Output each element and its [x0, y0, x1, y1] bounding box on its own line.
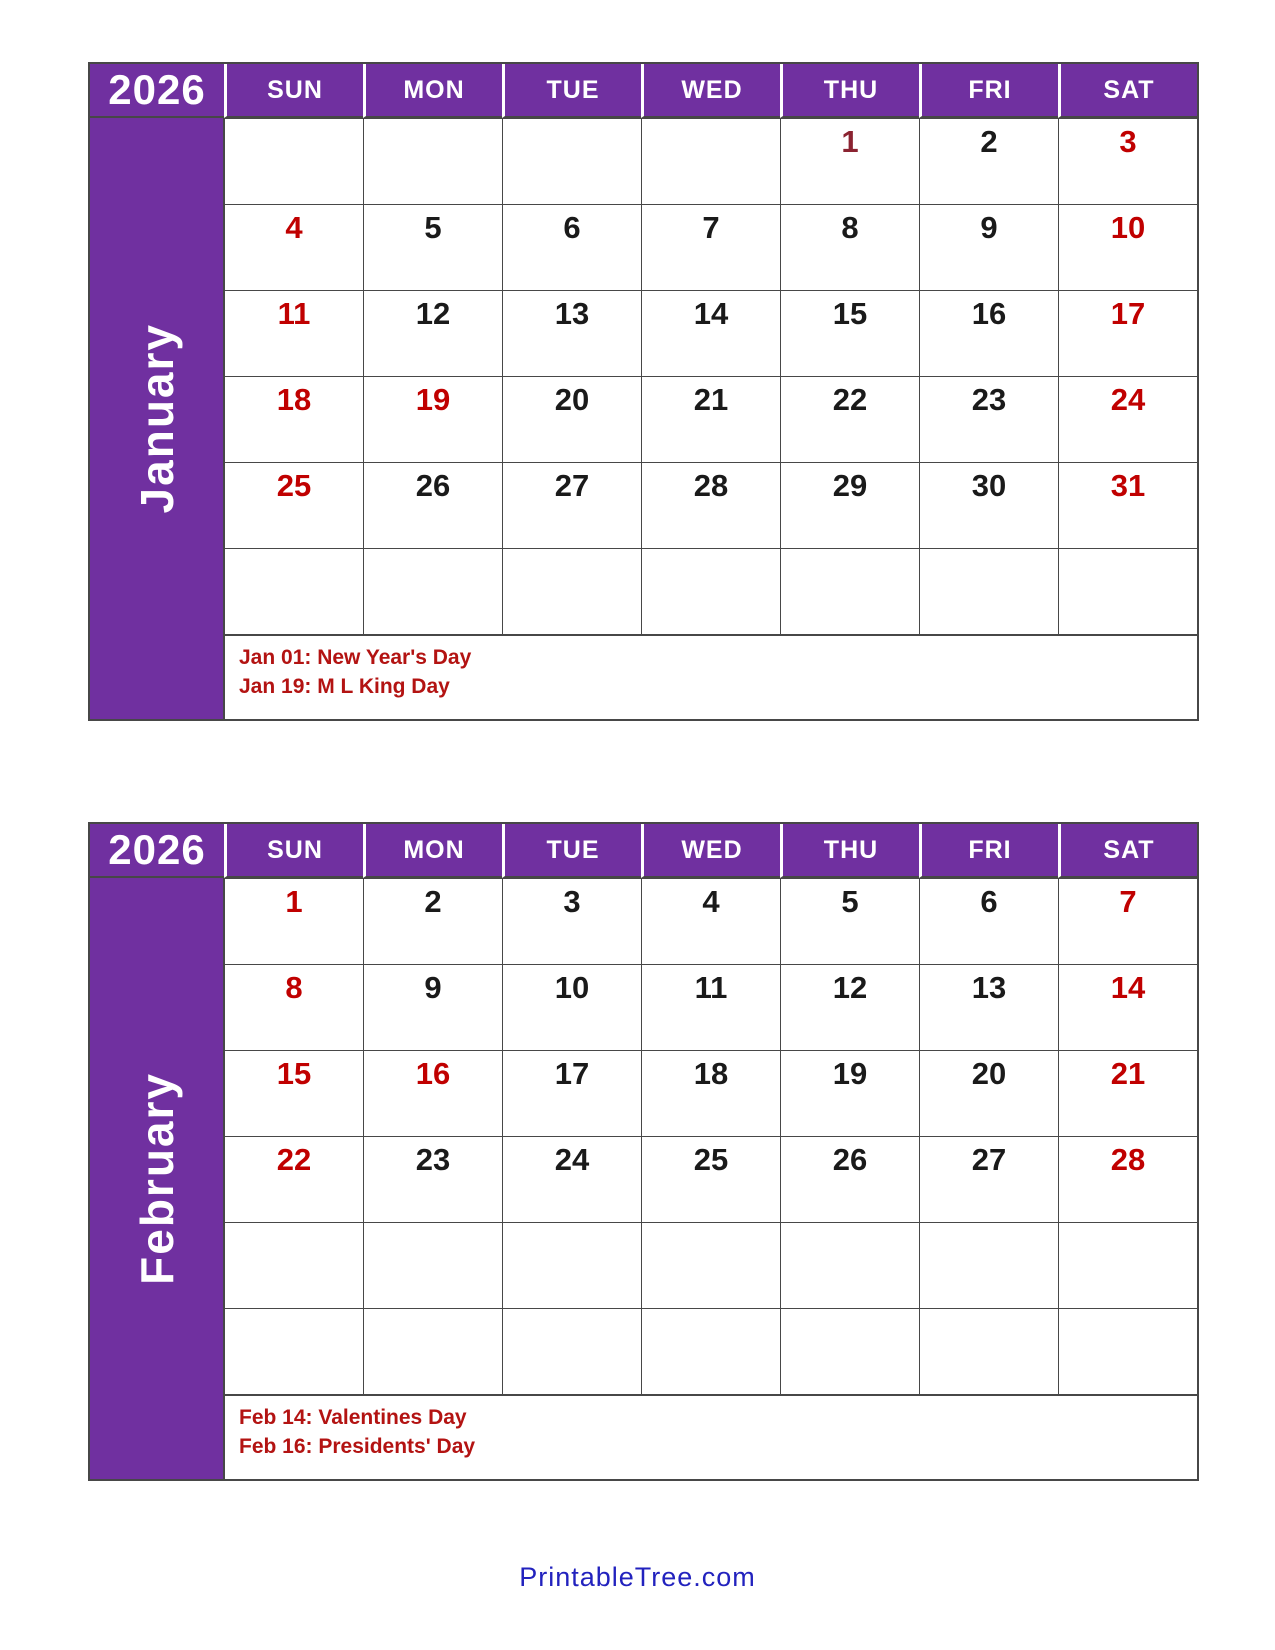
- date-cell-february-18: 18: [641, 1050, 780, 1136]
- date-cell-february-4: 4: [641, 878, 780, 964]
- day-header-fri: [919, 824, 1058, 878]
- year-text: 2026: [108, 66, 206, 113]
- empty-cell: [224, 1222, 363, 1308]
- empty-cell: [502, 1222, 641, 1308]
- date-cell-february-2: 2: [363, 878, 502, 964]
- date-cell-february-28: 28: [1058, 1136, 1197, 1222]
- empty-cell: [641, 548, 780, 634]
- empty-cell: [1058, 1222, 1197, 1308]
- date-cell-january-5: 5: [363, 204, 502, 290]
- holiday-note: Jan 01: New Year's Day: [239, 646, 472, 669]
- day-header-label: SUN: [267, 835, 323, 864]
- day-header-sat: [1058, 824, 1197, 878]
- month-label-february: [90, 878, 224, 1479]
- holiday-note: Feb 16: Presidents' Day: [239, 1435, 476, 1459]
- month-label-january: [90, 118, 224, 719]
- day-header-fri: [919, 64, 1058, 118]
- day-header-label: WED: [681, 75, 743, 104]
- date-cell-february-17: 17: [502, 1050, 641, 1136]
- date-cell-february-12: 12: [780, 964, 919, 1050]
- empty-cell: [1058, 548, 1197, 634]
- day-header-tue: [502, 824, 641, 878]
- holiday-notes-january: [224, 634, 1197, 719]
- day-header-label: THU: [823, 75, 879, 104]
- empty-cell: [363, 1222, 502, 1308]
- date-cell-january-21: 21: [641, 376, 780, 462]
- month-label-text: January: [130, 323, 183, 514]
- holiday-note: Jan 19: M L King Day: [239, 675, 450, 699]
- date-cell-january-31: 31: [1058, 462, 1197, 548]
- calendar-grid-january: [88, 62, 1199, 721]
- empty-cell: [780, 1222, 919, 1308]
- date-cell-january-25: 25: [224, 462, 363, 548]
- date-cell-february-25: 25: [641, 1136, 780, 1222]
- day-header-wed: [641, 824, 780, 878]
- date-cell-february-15: 15: [224, 1050, 363, 1136]
- calendar-february: [88, 822, 1199, 1481]
- date-cell-february-22: 22: [224, 1136, 363, 1222]
- empty-cell: [363, 548, 502, 634]
- date-cell-february-3: 3: [502, 878, 641, 964]
- year-text: 2026: [108, 826, 206, 873]
- date-cell-january-6: 6: [502, 204, 641, 290]
- day-header-label: MON: [403, 75, 465, 104]
- date-cell-february-7: 7: [1058, 878, 1197, 964]
- empty-cell: [641, 118, 780, 204]
- empty-cell: [780, 1308, 919, 1394]
- empty-cell: [224, 548, 363, 634]
- date-cell-january-12: 12: [363, 290, 502, 376]
- day-header-sun: [224, 824, 363, 878]
- day-header-label: FRI: [968, 75, 1012, 104]
- date-cell-january-18: 18: [224, 376, 363, 462]
- empty-cell: [641, 1308, 780, 1394]
- day-header-mon: [363, 64, 502, 118]
- day-header-label: SAT: [1103, 75, 1155, 104]
- date-cell-february-14: 14: [1058, 964, 1197, 1050]
- date-cell-february-6: 6: [919, 878, 1058, 964]
- date-cell-february-8: 8: [224, 964, 363, 1050]
- empty-cell: [641, 1222, 780, 1308]
- date-cell-january-1: 1: [780, 118, 919, 204]
- date-cell-january-13: 13: [502, 290, 641, 376]
- date-cell-january-30: 30: [919, 462, 1058, 548]
- day-header-label: TUE: [546, 835, 600, 864]
- date-cell-january-4: 4: [224, 204, 363, 290]
- date-cell-january-14: 14: [641, 290, 780, 376]
- day-header-label: MON: [403, 835, 465, 864]
- empty-cell: [919, 548, 1058, 634]
- footer: [0, 1562, 1275, 1593]
- date-cell-january-9: 9: [919, 204, 1058, 290]
- day-header-sat: [1058, 64, 1197, 118]
- date-cell-february-19: 19: [780, 1050, 919, 1136]
- date-cell-january-29: 29: [780, 462, 919, 548]
- holiday-note: Feb 14: Valentines Day: [239, 1406, 467, 1429]
- date-cell-february-1: 1: [224, 878, 363, 964]
- day-header-label: WED: [681, 835, 743, 864]
- day-header-label: FRI: [968, 835, 1012, 864]
- day-header-wed: [641, 64, 780, 118]
- day-header-label: TUE: [546, 75, 600, 104]
- date-cell-february-26: 26: [780, 1136, 919, 1222]
- date-cell-january-23: 23: [919, 376, 1058, 462]
- date-cell-january-24: 24: [1058, 376, 1197, 462]
- date-cell-february-23: 23: [363, 1136, 502, 1222]
- date-cell-january-8: 8: [780, 204, 919, 290]
- empty-cell: [1058, 1308, 1197, 1394]
- date-cell-february-16: 16: [363, 1050, 502, 1136]
- date-cell-february-20: 20: [919, 1050, 1058, 1136]
- year-label: [90, 824, 224, 878]
- day-header-thu: [780, 64, 919, 118]
- date-cell-january-7: 7: [641, 204, 780, 290]
- date-cell-january-26: 26: [363, 462, 502, 548]
- date-cell-february-9: 9: [363, 964, 502, 1050]
- empty-cell: [363, 1308, 502, 1394]
- date-cell-february-24: 24: [502, 1136, 641, 1222]
- calendar-january: [88, 62, 1199, 721]
- year-label: [90, 64, 224, 118]
- date-cell-january-27: 27: [502, 462, 641, 548]
- date-cell-january-16: 16: [919, 290, 1058, 376]
- date-cell-february-13: 13: [919, 964, 1058, 1050]
- empty-cell: [919, 1222, 1058, 1308]
- date-cell-february-10: 10: [502, 964, 641, 1050]
- date-cell-january-11: 11: [224, 290, 363, 376]
- day-header-label: SUN: [267, 75, 323, 104]
- day-header-thu: [780, 824, 919, 878]
- empty-cell: [224, 1308, 363, 1394]
- date-cell-january-10: 10: [1058, 204, 1197, 290]
- empty-cell: [363, 118, 502, 204]
- empty-cell: [224, 118, 363, 204]
- day-header-label: SAT: [1103, 835, 1155, 864]
- empty-cell: [502, 118, 641, 204]
- date-cell-february-11: 11: [641, 964, 780, 1050]
- day-header-mon: [363, 824, 502, 878]
- date-cell-february-27: 27: [919, 1136, 1058, 1222]
- date-cell-january-28: 28: [641, 462, 780, 548]
- empty-cell: [502, 548, 641, 634]
- date-cell-january-20: 20: [502, 376, 641, 462]
- date-cell-february-5: 5: [780, 878, 919, 964]
- date-cell-january-3: 3: [1058, 118, 1197, 204]
- holiday-notes-february: [224, 1394, 1197, 1479]
- calendar-grid-february: [88, 822, 1199, 1481]
- day-header-label: THU: [823, 835, 879, 864]
- date-cell-january-2: 2: [919, 118, 1058, 204]
- date-cell-january-17: 17: [1058, 290, 1197, 376]
- date-cell-january-19: 19: [363, 376, 502, 462]
- date-cell-january-22: 22: [780, 376, 919, 462]
- footer-link[interactable]: PrintableTree.com: [519, 1562, 756, 1592]
- day-header-tue: [502, 64, 641, 118]
- empty-cell: [780, 548, 919, 634]
- month-label-text: February: [130, 1072, 183, 1285]
- empty-cell: [502, 1308, 641, 1394]
- date-cell-february-21: 21: [1058, 1050, 1197, 1136]
- day-header-sun: [224, 64, 363, 118]
- empty-cell: [919, 1308, 1058, 1394]
- date-cell-january-15: 15: [780, 290, 919, 376]
